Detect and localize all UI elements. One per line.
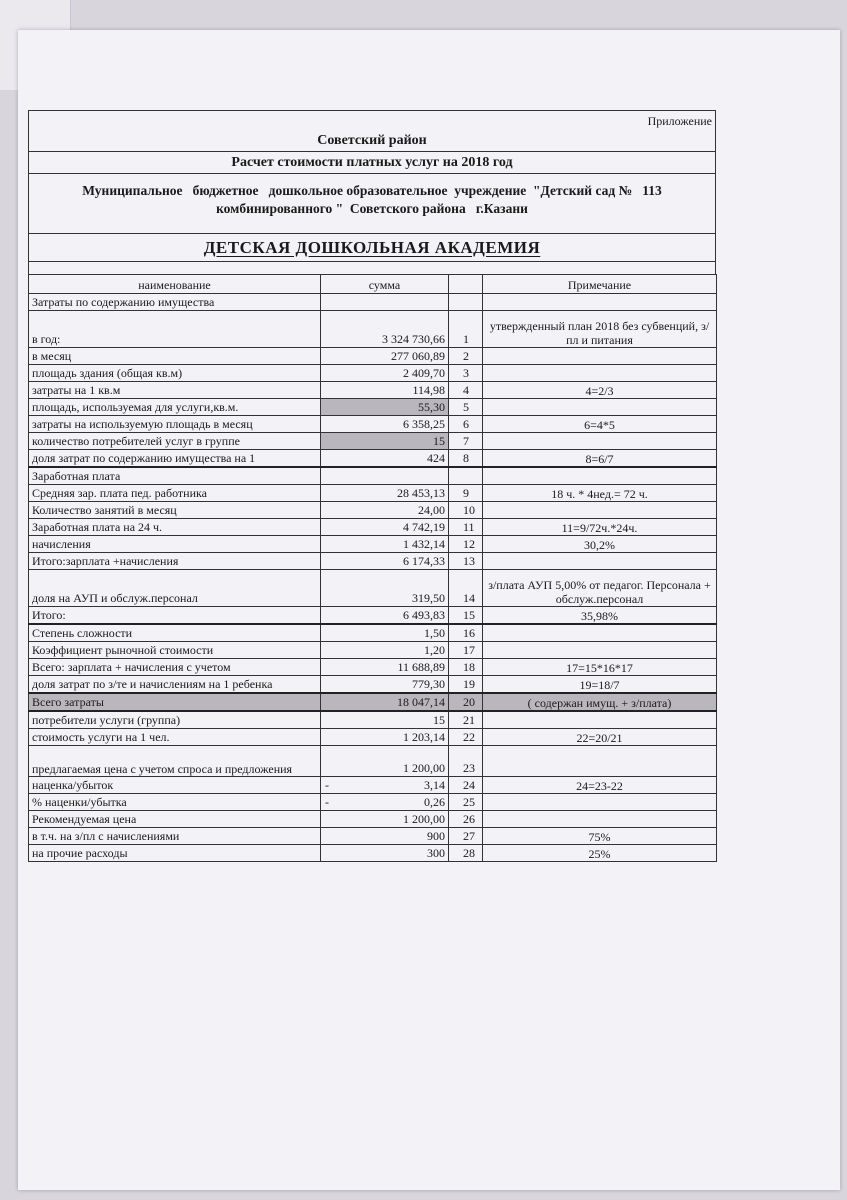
row-label: количество потребителей услуг в группе: [29, 433, 321, 450]
row-sum: 319,50: [321, 570, 449, 607]
row-label: потребители услуги (группа): [29, 711, 321, 729]
row-index: 6: [449, 416, 483, 433]
row-sum: 3 324 730,66: [321, 311, 449, 348]
row-sum: 24,00: [321, 502, 449, 519]
row-note: 17=15*16*17: [483, 659, 717, 676]
table-row: [29, 311, 717, 348]
row-label: Количество занятий в месяц: [29, 502, 321, 519]
table-row: [29, 553, 717, 570]
row-note: 8=6/7: [483, 450, 717, 468]
row-label: Итого:: [29, 607, 321, 625]
row-note: [483, 467, 717, 485]
row-label: в месяц: [29, 348, 321, 365]
row-sum: 6 358,25: [321, 416, 449, 433]
row-sum: 1 200,00: [321, 746, 449, 777]
row-label: Средняя зар. плата пед. работника: [29, 485, 321, 502]
row-index: 15: [449, 607, 483, 625]
row-index: 13: [449, 553, 483, 570]
row-label: начисления: [29, 536, 321, 553]
row-label: Заработная плата: [29, 467, 321, 485]
row-note: [483, 642, 717, 659]
table-row: [29, 570, 717, 607]
table-row: [29, 536, 717, 553]
row-sum: 424: [321, 450, 449, 468]
row-index: 12: [449, 536, 483, 553]
row-label: Затраты по содержанию имущества: [29, 294, 321, 311]
row-index: 22: [449, 729, 483, 746]
row-label: Всего затраты: [29, 693, 321, 711]
row-sum: [321, 294, 449, 311]
table-row: [29, 711, 717, 729]
row-label: доля затрат по з/те и начислениям на 1 ребенка: [29, 676, 321, 694]
table-row: [29, 348, 717, 365]
row-label: Степень сложности: [29, 624, 321, 642]
row-note: утвержденный план 2018 без субвенций, з/пл и питания: [483, 311, 717, 348]
paper-sheet: [18, 30, 840, 1190]
row-sum: [321, 794, 449, 811]
header-spacer: [28, 262, 716, 274]
table-row: [29, 659, 717, 676]
appendix-row: [28, 110, 716, 130]
row-label: доля на АУП и обслуж.персонал: [29, 570, 321, 607]
row-label: Рекомендуемая цена: [29, 811, 321, 828]
row-sum: 6 174,33: [321, 553, 449, 570]
row-note: 19=18/7: [483, 676, 717, 694]
column-header-index: [449, 275, 483, 294]
row-index: 7: [449, 433, 483, 450]
table-row: [29, 828, 717, 845]
row-sum-value: 3,14: [424, 778, 445, 792]
row-index: 19: [449, 676, 483, 694]
row-note: 24=23-22: [483, 777, 717, 794]
row-sum: 11 688,89: [321, 659, 449, 676]
table-row: [29, 693, 717, 711]
row-sum: 1 432,14: [321, 536, 449, 553]
row-note: 11=9/72ч.*24ч.: [483, 519, 717, 536]
row-note: [483, 502, 717, 519]
table-row: [29, 382, 717, 399]
row-label: в год:: [29, 311, 321, 348]
row-note: [483, 711, 717, 729]
row-sum: 779,30: [321, 676, 449, 694]
institution-line-1: Муниципальное бюджетное дошкольное образовательное учреждение "Детский сад № 113: [82, 183, 662, 198]
row-index: 1: [449, 311, 483, 348]
row-sum: [321, 467, 449, 485]
row-note: 4=2/3: [483, 382, 717, 399]
row-note: [483, 794, 717, 811]
row-label: Всего: зарплата + начисления с учетом: [29, 659, 321, 676]
row-sum: 1,50: [321, 624, 449, 642]
table-row: [29, 502, 717, 519]
row-sum: 6 493,83: [321, 607, 449, 625]
row-note: [483, 746, 717, 777]
row-index: 4: [449, 382, 483, 399]
row-label: затраты на 1 кв.м: [29, 382, 321, 399]
row-note: [483, 811, 717, 828]
row-note: [483, 348, 717, 365]
table-row: [29, 416, 717, 433]
row-index: 24: [449, 777, 483, 794]
row-note: з/плата АУП 5,00% от педагог. Персонала + обслуж.персонал: [483, 570, 717, 607]
column-header-sum: сумма: [321, 275, 449, 294]
row-index: 27: [449, 828, 483, 845]
table-row: [29, 624, 717, 642]
row-sum: 900: [321, 828, 449, 845]
row-index: 11: [449, 519, 483, 536]
table-row: [29, 399, 717, 416]
table-row: [29, 365, 717, 382]
row-note: 25%: [483, 845, 717, 862]
row-index: 17: [449, 642, 483, 659]
table-row: [29, 794, 717, 811]
row-label: предлагаемая цена с учетом спроса и предложения: [29, 746, 321, 777]
table-row: [29, 467, 717, 485]
row-index: 9: [449, 485, 483, 502]
row-note: [483, 399, 717, 416]
table-row: [29, 811, 717, 828]
row-sum: 300: [321, 845, 449, 862]
row-sum: 1,20: [321, 642, 449, 659]
row-sum: 18 047,14: [321, 693, 449, 711]
row-note: [483, 433, 717, 450]
row-note: 18 ч. * 4нед.= 72 ч.: [483, 485, 717, 502]
row-index: [449, 467, 483, 485]
row-note: 22=20/21: [483, 729, 717, 746]
row-label: Коэффициент рыночной стоимости: [29, 642, 321, 659]
row-sum: 1 203,14: [321, 729, 449, 746]
row-label: стоимость услуги на 1 чел.: [29, 729, 321, 746]
row-index: 20: [449, 693, 483, 711]
row-sum-value: 0,26: [424, 795, 445, 809]
row-index: 8: [449, 450, 483, 468]
district-title: Советский район: [28, 130, 716, 152]
cost-calculation-form: [28, 110, 716, 918]
row-note: [483, 624, 717, 642]
table-row: [29, 450, 717, 468]
row-sum: 114,98: [321, 382, 449, 399]
table-row: [29, 485, 717, 502]
table-row: [29, 777, 717, 794]
row-label: площадь здания (общая кв.м): [29, 365, 321, 382]
row-index: 21: [449, 711, 483, 729]
row-sum: 28 453,13: [321, 485, 449, 502]
table-row: [29, 676, 717, 694]
table-row: [29, 746, 717, 777]
row-label: доля затрат по содержанию имущества на 1: [29, 450, 321, 468]
table-header-row: [29, 275, 717, 294]
row-label: в т.ч. на з/пл с начислениями: [29, 828, 321, 845]
row-sum: 4 742,19: [321, 519, 449, 536]
row-label: Заработная плата на 24 ч.: [29, 519, 321, 536]
appendix-label: Приложение: [647, 114, 712, 128]
cost-table: [28, 274, 717, 862]
institution-line-2: комбинированного " Советского района г.Казани: [216, 201, 528, 216]
table-row: [29, 845, 717, 862]
service-name: [28, 234, 716, 262]
minus-sign: -: [325, 795, 329, 809]
row-note: ( содержан имущ. + з/плата): [483, 693, 717, 711]
row-index: 14: [449, 570, 483, 607]
table-row: [29, 729, 717, 746]
row-label: на прочие расходы: [29, 845, 321, 862]
row-index: 28: [449, 845, 483, 862]
column-header-note: Примечание: [483, 275, 717, 294]
document-title: Расчет стоимости платных услуг на 2018 год: [28, 152, 716, 174]
row-note: [483, 365, 717, 382]
table-row: [29, 294, 717, 311]
row-index: 23: [449, 746, 483, 777]
row-index: 2: [449, 348, 483, 365]
row-label: Итого:зарплата +начисления: [29, 553, 321, 570]
row-sum: 55,30: [321, 399, 449, 416]
row-label: наценка/убыток: [29, 777, 321, 794]
row-index: [449, 294, 483, 311]
row-index: 25: [449, 794, 483, 811]
table-row: [29, 642, 717, 659]
row-note: 6=4*5: [483, 416, 717, 433]
row-label: площадь, используемая для услуги,кв.м.: [29, 399, 321, 416]
row-sum: 15: [321, 433, 449, 450]
service-name-text: ДЕТСКАЯ ДОШКОЛЬНАЯ АКАДЕМИЯ: [203, 238, 541, 257]
row-sum: 15: [321, 711, 449, 729]
institution-name: [28, 174, 716, 234]
row-index: 3: [449, 365, 483, 382]
row-label: % наценки/убытка: [29, 794, 321, 811]
row-sum: 1 200,00: [321, 811, 449, 828]
row-sum: 2 409,70: [321, 365, 449, 382]
row-note: [483, 294, 717, 311]
row-index: 5: [449, 399, 483, 416]
row-index: 18: [449, 659, 483, 676]
table-row: [29, 433, 717, 450]
row-note: [483, 553, 717, 570]
table-row: [29, 519, 717, 536]
row-note: 35,98%: [483, 607, 717, 625]
row-index: 10: [449, 502, 483, 519]
minus-sign: -: [325, 778, 329, 792]
row-sum: 277 060,89: [321, 348, 449, 365]
row-index: 16: [449, 624, 483, 642]
row-note: 30,2%: [483, 536, 717, 553]
table-row: [29, 607, 717, 625]
row-index: 26: [449, 811, 483, 828]
row-sum: [321, 777, 449, 794]
row-note: 75%: [483, 828, 717, 845]
column-header-name: наименование: [29, 275, 321, 294]
row-label: затраты на используемую площадь в месяц: [29, 416, 321, 433]
